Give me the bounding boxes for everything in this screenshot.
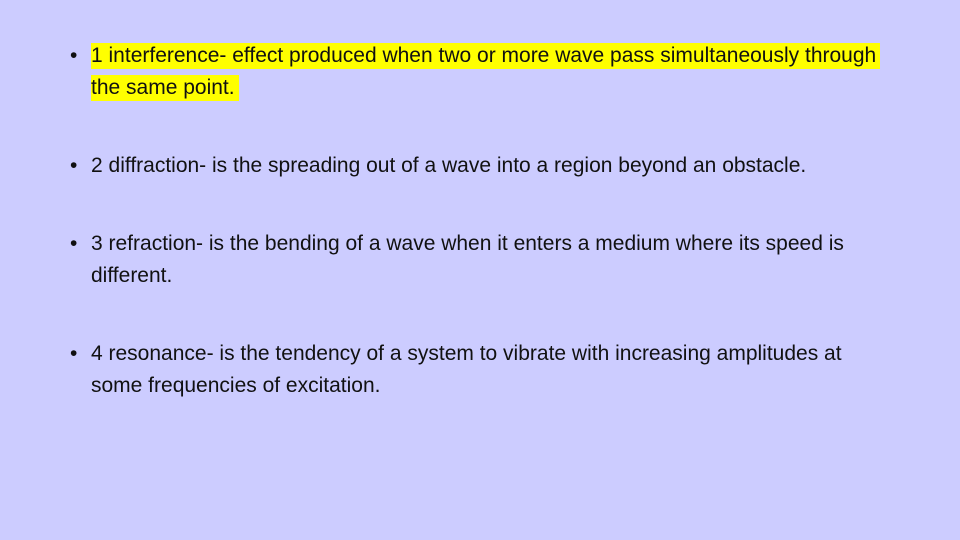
bullet-point-icon: • [70, 232, 78, 255]
bullet-text-refraction: 3 refraction- is the bending of a wave when it enters a medium where its speed is different. [91, 232, 844, 287]
bullet-item-resonance [70, 338, 890, 402]
bullet-list [70, 40, 890, 448]
bullet-item-diffraction [70, 150, 890, 182]
bullet-item-interference [70, 40, 890, 104]
bullet-point-icon: • [70, 44, 78, 67]
bullet-text-interference: 1 interference- effect produced when two or more wave pass simultaneously through the same point. [91, 43, 880, 101]
bullet-text-resonance: 4 resonance- is the tendency of a system to vibrate with increasing amplitudes at some frequencies of excitation. [91, 342, 842, 397]
bullet-text-diffraction: 2 diffraction- is the spreading out of a wave into a region beyond an obstacle. [91, 154, 807, 177]
bullet-point-icon: • [70, 342, 78, 365]
bullet-item-refraction [70, 228, 890, 292]
bullet-point-icon: • [70, 154, 78, 177]
